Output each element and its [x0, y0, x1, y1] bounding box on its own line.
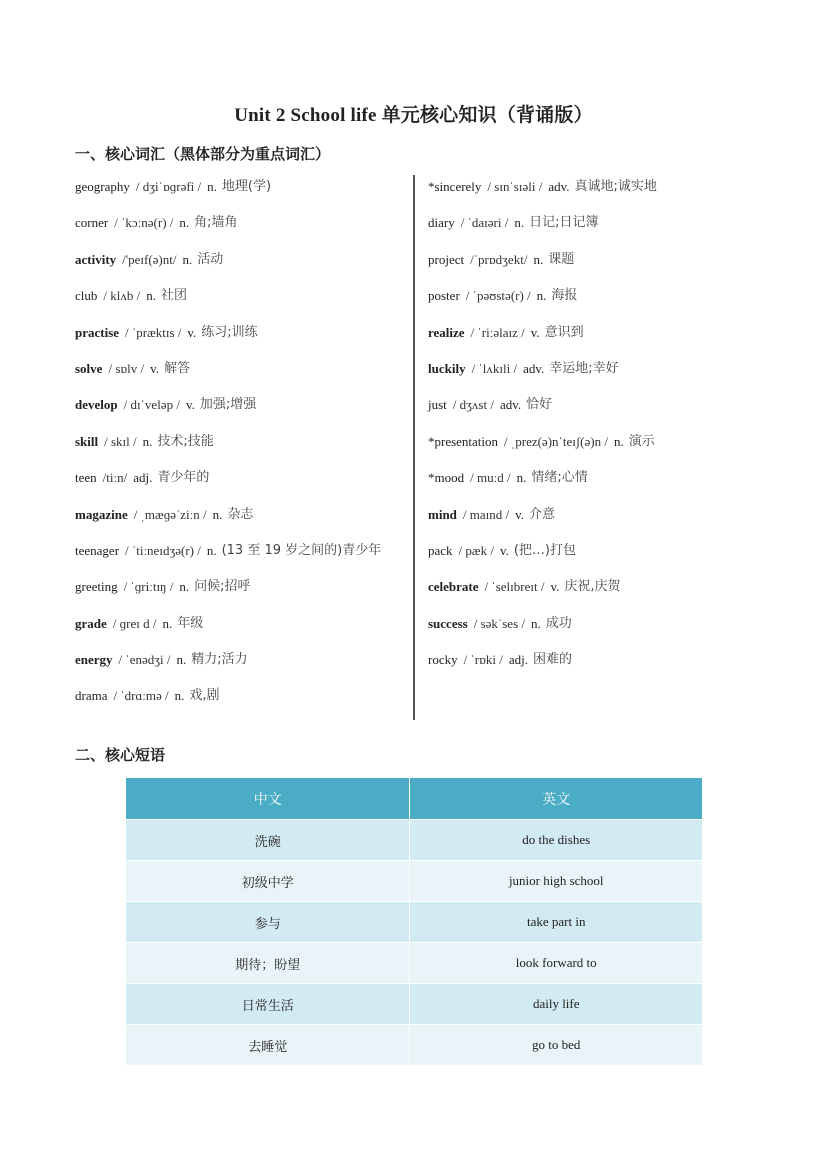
vocab-meaning: 海报 [551, 288, 578, 304]
vocab-part-of-speech: v. [530, 324, 540, 340]
vocab-entry [428, 396, 758, 432]
vocab-word: develop [75, 397, 118, 413]
phrase-english: daily life [410, 984, 703, 1025]
vocab-part-of-speech: n. [179, 579, 190, 595]
vocab-entry [428, 214, 758, 250]
vocab-entry [428, 469, 758, 505]
vocab-meaning: 青少年的 [157, 470, 210, 486]
vocab-phonetic: / dʒʌst / [452, 397, 494, 413]
table-row [126, 984, 703, 1025]
vocab-word: activity [75, 251, 117, 267]
vocab-word: *sincerely [428, 179, 482, 194]
phrase-english: do the dishes [410, 820, 703, 861]
vocab-entry [428, 506, 758, 542]
vocab-word: project [428, 251, 465, 267]
vocab-entry [428, 178, 758, 214]
table-row [126, 861, 703, 902]
table-row [126, 943, 703, 984]
vocab-word: teenager [75, 542, 120, 558]
vocab-meaning: 介意 [529, 506, 556, 522]
vocab-phonetic: / ˈdaɪəri / [460, 215, 509, 231]
vocab-word: mind [428, 506, 457, 522]
vocab-word: celebrate [428, 579, 479, 595]
vocab-entry [75, 287, 410, 323]
vocab-word: drama [75, 688, 108, 704]
column-divider [413, 175, 415, 720]
vocab-part-of-speech: n. [516, 470, 527, 486]
vocab-part-of-speech: v. [185, 397, 195, 413]
vocab-meaning: (13 至 19 岁之间的)青少年 [221, 542, 382, 558]
vocab-entry [428, 542, 758, 578]
vocab-word: teen [75, 470, 97, 486]
vocab-phonetic: /tiːn/ [102, 470, 128, 486]
vocab-entry [428, 615, 758, 651]
vocab-phonetic: / dʒiˈɒɡrəfi / [135, 179, 202, 194]
vocab-word: just [428, 397, 447, 413]
vocab-word: *presentation [428, 433, 499, 449]
vocab-entry [428, 287, 758, 323]
vocab-part-of-speech: n. [206, 542, 217, 558]
vocab-meaning: 意识到 [544, 324, 584, 340]
phrase-table-header-row [126, 778, 703, 820]
vocab-meaning: 真诚地;诚实地 [574, 179, 657, 194]
vocab-entry [75, 396, 410, 432]
vocab-phonetic: / ˈɡriːtɪŋ / [123, 579, 174, 595]
vocab-phonetic: / ˈkɔːnə(r) / [114, 215, 174, 231]
vocab-part-of-speech: n. [174, 688, 185, 704]
vocab-column-left [75, 178, 410, 724]
vocab-part-of-speech: adv. [499, 397, 522, 413]
vocab-meaning: 地理(学) [221, 179, 272, 194]
vocab-meaning: 解答 [164, 360, 191, 376]
vocab-part-of-speech: v. [550, 579, 560, 595]
vocab-entry [75, 251, 410, 287]
vocab-part-of-speech: n. [536, 288, 547, 304]
vocab-part-of-speech: adv. [548, 179, 570, 194]
vocab-entry [428, 651, 758, 687]
vocab-part-of-speech: v. [515, 506, 525, 522]
vocab-word: magazine [75, 506, 128, 522]
vocab-meaning: 社团 [160, 288, 187, 304]
vocab-word: poster [428, 288, 460, 304]
vocab-part-of-speech: n. [176, 652, 187, 668]
vocab-word: geography [75, 179, 130, 194]
vocab-meaning: 演示 [628, 433, 655, 449]
vocab-part-of-speech: n. [212, 506, 223, 522]
page-title: Unit 2 School life 单元核心知识（背诵版） [234, 105, 593, 126]
vocab-phonetic: / ˈselɪbreɪt / [484, 579, 545, 595]
phrase-chinese: 期待；盼望 [126, 943, 410, 984]
vocab-phonetic: /ˈprɒdʒekt/ [470, 251, 528, 267]
header-chinese: 中文 [126, 778, 410, 820]
vocab-entry [75, 506, 410, 542]
vocab-entry [75, 433, 410, 469]
vocab-meaning: 庆祝,庆贺 [564, 579, 621, 595]
vocab-word: practise [75, 324, 120, 340]
vocab-phonetic: / ˈlʌkɪli / [471, 360, 518, 376]
vocab-phonetic: / ˈpəʊstə(r) / [465, 288, 531, 304]
vocab-entry [428, 324, 758, 360]
vocab-phonetic: / ˌprez(ə)nˈteɪʃ(ə)n / [504, 433, 608, 449]
vocab-word: greeting [75, 579, 118, 595]
vocab-meaning: 精力;活力 [191, 652, 248, 668]
vocab-part-of-speech: n. [613, 433, 624, 449]
vocab-phonetic: / sɪnˈsɪəli / [487, 179, 543, 194]
vocab-meaning: (把…)打包 [513, 542, 577, 558]
vocab-phonetic: / skɪl / [104, 433, 137, 449]
vocab-word: corner [75, 215, 109, 231]
vocab-word: skill [75, 433, 99, 449]
vocab-word: realize [428, 324, 465, 340]
vocab-part-of-speech: v. [187, 324, 197, 340]
table-row [126, 902, 703, 943]
vocab-entry [75, 687, 410, 723]
vocab-entry [428, 251, 758, 287]
vocab-phonetic: / dɪˈveləp / [123, 397, 180, 413]
phrase-english: look forward to [410, 943, 703, 984]
vocab-word: grade [75, 615, 107, 631]
header-english: 英文 [410, 778, 703, 820]
vocab-meaning: 练习;训练 [201, 324, 258, 340]
phrase-english: take part in [410, 902, 703, 943]
vocab-meaning: 问候;招呼 [194, 579, 251, 595]
vocab-phonetic: / ˈtiːneɪdʒə(r) / [125, 542, 201, 558]
vocab-part-of-speech: adj. [508, 652, 529, 668]
vocab-entry [428, 433, 758, 469]
vocab-word: rocky [428, 652, 458, 668]
vocab-meaning: 困难的 [533, 652, 573, 668]
section-heading-vocabulary: 一、核心词汇（黑体部分为重点词汇） [75, 145, 331, 163]
vocab-entry [75, 324, 410, 360]
vocab-part-of-speech: n. [207, 179, 217, 194]
vocab-meaning: 活动 [197, 251, 224, 267]
vocab-meaning: 幸运地;幸好 [549, 360, 619, 376]
vocab-word: success [428, 615, 468, 631]
vocab-part-of-speech: adv. [523, 360, 545, 376]
vocab-word: energy [75, 652, 113, 668]
vocab-word: *mood [428, 470, 465, 486]
vocab-part-of-speech: n. [146, 288, 156, 304]
vocab-entry [75, 469, 410, 505]
vocab-meaning: 杂志 [227, 506, 254, 522]
vocab-entry [75, 214, 410, 250]
vocab-part-of-speech: n. [533, 251, 544, 267]
vocab-phonetic: / səkˈses / [473, 615, 525, 631]
vocab-entry [428, 578, 758, 614]
vocab-word: luckily [428, 360, 466, 376]
vocab-phonetic: / pæk / [458, 542, 494, 558]
vocab-entry [75, 615, 410, 651]
phrase-chinese: 参与 [126, 902, 410, 943]
vocab-phonetic: /'peɪf(ə)nt/ [122, 251, 177, 267]
vocab-part-of-speech: adj. [133, 470, 153, 486]
phrase-chinese: 日常生活 [126, 984, 410, 1025]
vocab-word: club [75, 288, 98, 304]
vocab-entry [75, 578, 410, 614]
vocab-phonetic: / ˈriːəlaɪz / [470, 324, 525, 340]
vocab-part-of-speech: n. [179, 215, 190, 231]
phrase-chinese: 初级中学 [126, 861, 410, 902]
vocab-phonetic: / ˈpræktɪs / [125, 324, 182, 340]
vocab-phonetic: / ˌmæɡəˈziːn / [133, 506, 207, 522]
vocab-part-of-speech: n. [514, 215, 525, 231]
vocab-entry [428, 360, 758, 396]
section-heading-phrases: 二、核心短语 [75, 746, 166, 764]
vocab-phonetic: / ˈrɒki / [463, 652, 503, 668]
vocab-meaning: 技术;技能 [157, 433, 214, 449]
vocab-meaning: 课题 [548, 251, 575, 267]
vocab-phonetic: / ɡreɪ d / [112, 615, 157, 631]
vocab-phonetic: / muːd / [470, 470, 511, 486]
vocab-entry [75, 360, 410, 396]
vocab-phonetic: / ˈenədʒi / [118, 652, 171, 668]
vocab-meaning: 日记;日记簿 [529, 215, 599, 231]
vocab-meaning: 成功 [545, 615, 572, 631]
vocab-meaning: 情绪;心情 [531, 470, 588, 486]
vocab-part-of-speech: n. [182, 251, 193, 267]
vocab-column-right [428, 178, 758, 687]
vocab-phonetic: / ˈdrɑːmə / [113, 688, 169, 704]
phrase-chinese: 洗碗 [126, 820, 410, 861]
vocab-phonetic: / sɒlv / [108, 360, 145, 376]
phrase-english: junior high school [410, 861, 703, 902]
vocab-part-of-speech: n. [142, 433, 153, 449]
vocab-meaning: 恰好 [526, 397, 553, 413]
phrase-table [125, 777, 703, 1066]
vocab-meaning: 年级 [177, 615, 204, 631]
vocab-entry [75, 651, 410, 687]
phrase-chinese: 去睡觉 [126, 1025, 410, 1066]
table-row [126, 820, 703, 861]
vocab-phonetic: / klʌb / [103, 288, 141, 304]
vocab-entry [75, 542, 410, 578]
vocab-meaning: 戏,剧 [189, 688, 220, 704]
vocab-meaning: 角;墙角 [194, 215, 238, 231]
vocab-phonetic: / maɪnd / [462, 506, 510, 522]
table-row [126, 1025, 703, 1066]
vocab-entry [75, 178, 410, 214]
vocab-part-of-speech: n. [162, 615, 173, 631]
phrase-english: go to bed [410, 1025, 703, 1066]
vocab-part-of-speech: n. [531, 615, 541, 631]
vocab-part-of-speech: v. [499, 542, 509, 558]
vocab-word: diary [428, 215, 455, 231]
vocab-meaning: 加强;增强 [199, 397, 257, 413]
vocab-word: solve [75, 360, 103, 376]
vocab-part-of-speech: v. [150, 360, 160, 376]
vocab-word: pack [428, 542, 453, 558]
